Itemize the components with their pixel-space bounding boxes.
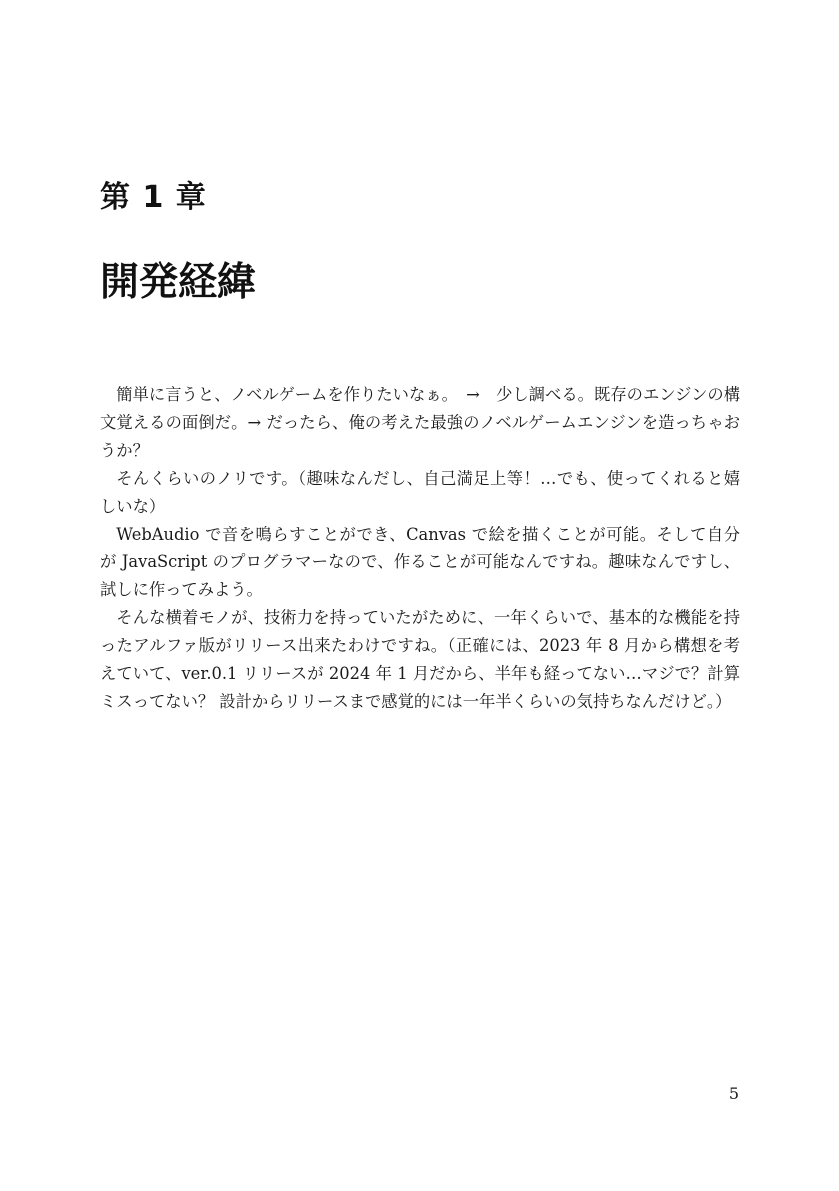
paragraph: WebAudio で音を鳴らすことができ、Canvas で絵を描くことが可能。そして自分が JavaScript のプログラマーなので、作ることが可能なんですね。趣味なんですし、試しに作ってみよう。	[100, 524, 740, 600]
body-text	[100, 381, 740, 716]
paragraph: そんくらいのノリです。（趣味なんだし、自己満足上等！…でも、使ってくれると嬉しいな）	[100, 468, 740, 516]
page-number: 5	[728, 1084, 739, 1103]
paragraph: 簡単に言うと、ノベルゲームを作りたいなぁ。 → 少し調べる。既存のエンジンの構文覚えるの面倒だ。→ だったら、俺の考えた最強のノベルゲームエンジンを造っちゃおうか？	[100, 385, 740, 460]
chapter-label: 第 1 章	[100, 180, 207, 215]
chapter-title: 開発経緯	[100, 260, 257, 305]
paragraph: そんな横着モノが、技術力を持っていたがために、一年くらいで、基本的な機能を持ったアルファ版がリリース出来たわけですね。（正確には、2023 年 8 月から構想を考えていて、ver.0.1 リリースが 2024 年 1 月だから、半年も経ってない…マジで？計算ミスってない？ 設計からリリースまで感覚的には一年半くらいの気持ちなんだけど。）	[100, 608, 740, 711]
